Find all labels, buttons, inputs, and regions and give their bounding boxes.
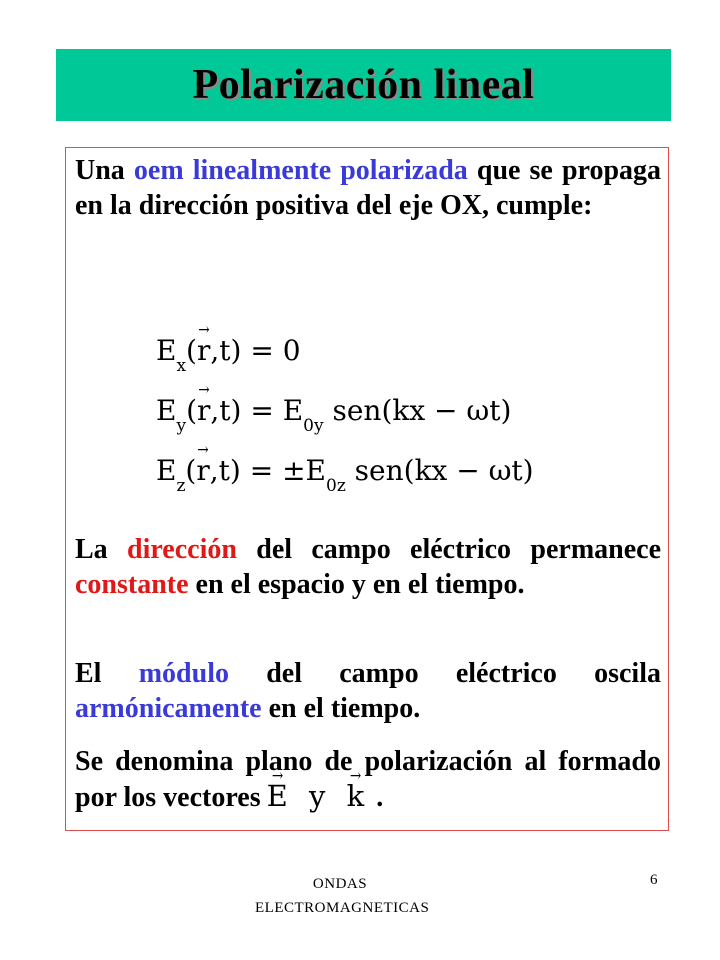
vector-r: → r (196, 443, 209, 498)
paragraph-plane (75, 744, 661, 815)
title-banner (56, 49, 671, 121)
text-segment: Se denomina plano de polarización al formado por los vectores (75, 746, 661, 813)
equation-ex (156, 323, 534, 383)
paragraph-direction (75, 532, 661, 602)
content-box (65, 147, 669, 831)
footer-line1: ONDAS (312, 876, 368, 892)
footer-title (255, 872, 430, 920)
text-segment: del campo eléctrico oscila (228, 658, 661, 689)
conjunction: y (309, 779, 332, 813)
highlight-modulo: módulo (138, 658, 229, 689)
eq-subscript: y (176, 416, 187, 436)
eq-wave: sen(kx − ωt) (323, 394, 512, 427)
eq-paren: ( (186, 394, 197, 427)
text-segment: . (376, 782, 384, 813)
text-segment: que se propaga en la dirección positiva del eje OX, cumple: (75, 155, 662, 221)
text-segment: La (75, 534, 128, 565)
eq-amp-subscript: 0y (303, 416, 324, 436)
text-segment: Una (75, 155, 134, 186)
footer-line2: ELECTROMAGNETICAS (255, 900, 430, 916)
eq-paren: ( (186, 334, 197, 367)
eq-symbol: E (156, 334, 177, 367)
highlight-armonicamente: armónicamente (75, 693, 262, 724)
eq-symbol: E (156, 394, 177, 427)
paragraph-definition (75, 153, 661, 223)
vector-r: → r (197, 323, 210, 378)
eq-rhs: ,t) = ±E (209, 454, 326, 487)
slide-title: Polarización lineal (192, 62, 535, 108)
text-segment: en el espacio y en el tiempo. (188, 569, 525, 600)
vectors-e-k (267, 779, 371, 813)
highlight-direccion: dirección (127, 534, 237, 565)
text-segment: del campo eléctrico permanece (236, 534, 661, 565)
equation-ey (156, 383, 534, 443)
vector-e: → E (267, 779, 294, 814)
highlight-oem: oem linealmente polarizada (133, 155, 468, 186)
eq-subscript: z (176, 476, 186, 496)
equation-ez (156, 443, 534, 503)
text-segment: El (75, 658, 139, 689)
eq-subscript: x (176, 356, 187, 376)
page-number: 6 (650, 872, 658, 888)
eq-wave: sen(kx − ωt) (345, 454, 534, 487)
vector-k: → k (347, 779, 371, 814)
eq-paren: ( (185, 454, 197, 487)
paragraph-modulus (75, 656, 661, 726)
text-segment: en el tiempo. (261, 693, 421, 724)
vector-r: → r (197, 383, 210, 438)
highlight-constante: constante (75, 569, 189, 600)
eq-amp-subscript: 0z (326, 476, 346, 496)
eq-rhs: ,t) = 0 (210, 334, 301, 367)
equations-block (156, 323, 534, 503)
eq-symbol: E (156, 454, 177, 487)
eq-rhs: ,t) = E (210, 394, 304, 427)
